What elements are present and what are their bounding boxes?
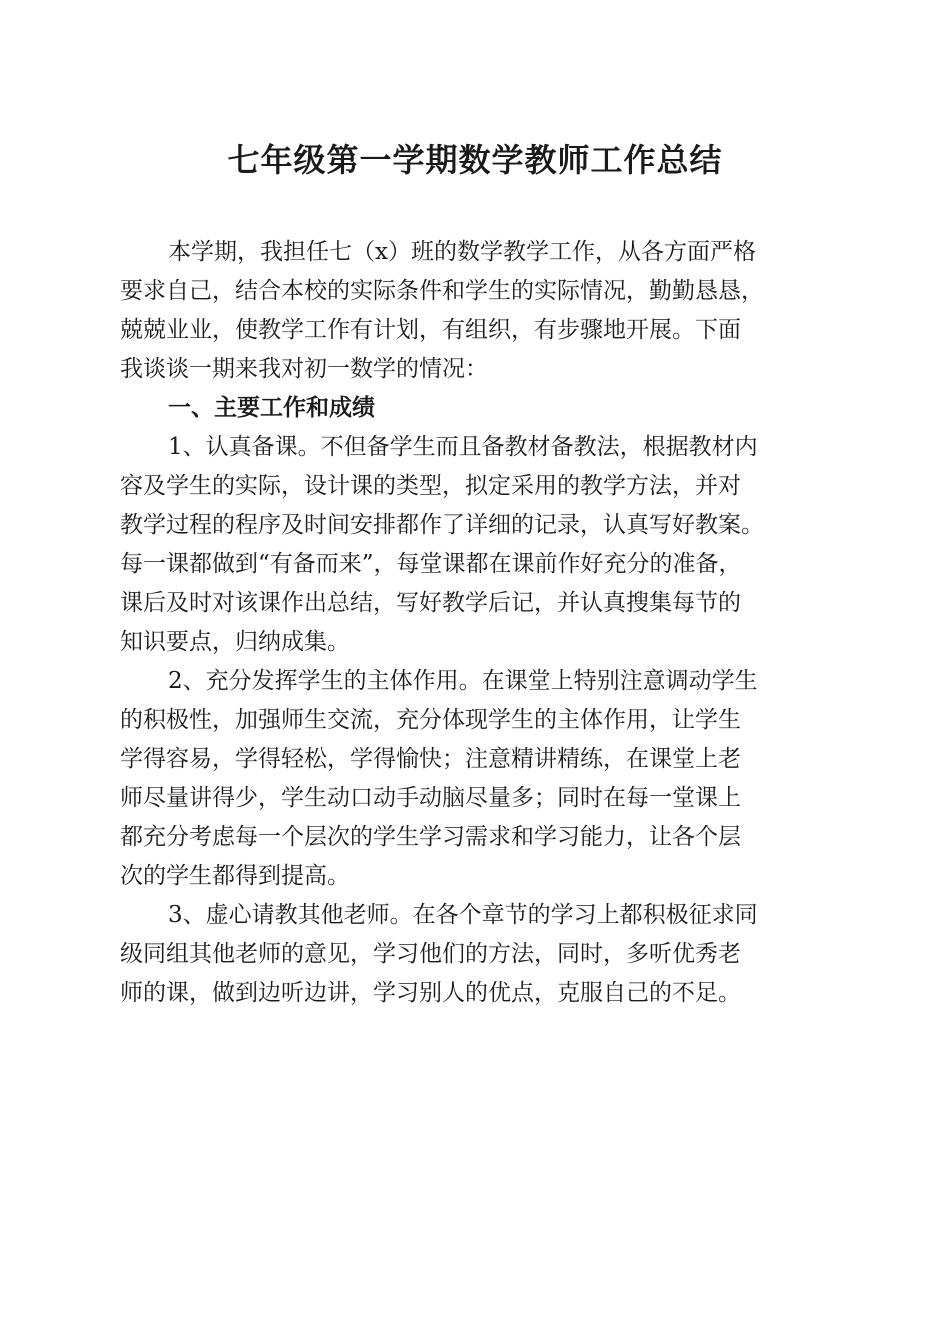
paragraph-line: 级同组其他老师的意见，学习他们的方法，同时，多听优秀老	[120, 941, 741, 967]
paragraph-line: 我谈谈一期来我对初一数学的情况：	[120, 356, 488, 382]
paragraph-line: 教学过程的程序及时间安排都作了详细的记录，认真写好教案。	[120, 512, 764, 538]
paragraph-line: 次的学生都得到提高。	[120, 863, 350, 889]
intro-paragraph	[120, 233, 830, 389]
paragraph-line: 课后及时对该课作出总结，写好教学后记，并认真搜集每节的	[120, 590, 741, 616]
paragraph-line: 要求自己，结合本校的实际条件和学生的实际情况，勤勤恳恳，	[120, 278, 764, 304]
paragraph-line: 师尽量讲得少，学生动口动手动脑尽量多；同时在每一堂课上	[120, 785, 741, 811]
item-2-paragraph	[120, 662, 830, 896]
paragraph-line: 知识要点，归纳成集。	[120, 629, 350, 655]
paragraph-line: 容及学生的实际，设计课的类型，拟定采用的教学方法，并对	[120, 473, 741, 499]
item-1-paragraph	[120, 428, 830, 662]
paragraph-line: 学得容易，学得轻松，学得愉快；注意精讲精练，在课堂上老	[120, 746, 741, 772]
paragraph-line: 3、虚心请教其他老师。在各个章节的学习上都积极征求同	[168, 902, 758, 928]
document-title: 七年级第一学期数学教师工作总结	[227, 141, 723, 179]
paragraph-line: 每一课都做到“有备而来”，每堂课都在课前作好充分的准备，	[120, 551, 742, 577]
paragraph-line: 1、认真备课。不但备学生而且备教材备教法，根据教材内	[168, 434, 758, 460]
paragraph-line: 师的课，做到边听边讲，学习别人的优点，克服自己的不足。	[120, 980, 741, 1006]
document-body	[120, 233, 830, 1013]
item-3-paragraph	[120, 896, 830, 1013]
paragraph-line: 本学期，我担任七（x）班的数学教学工作，从各方面严格	[168, 239, 756, 265]
paragraph-line: 都充分考虑每一个层次的学生学习需求和学习能力，让各个层	[120, 824, 741, 850]
paragraph-line: 2、充分发挥学生的主体作用。在课堂上特别注意调动学生	[168, 668, 758, 694]
paragraph-line: 的积极性，加强师生交流，充分体现学生的主体作用，让学生	[120, 707, 741, 733]
paragraph-line: 兢兢业业，使教学工作有计划，有组织，有步骤地开展。下面	[120, 317, 741, 343]
section-heading: 一、主要工作和成绩	[168, 395, 375, 421]
